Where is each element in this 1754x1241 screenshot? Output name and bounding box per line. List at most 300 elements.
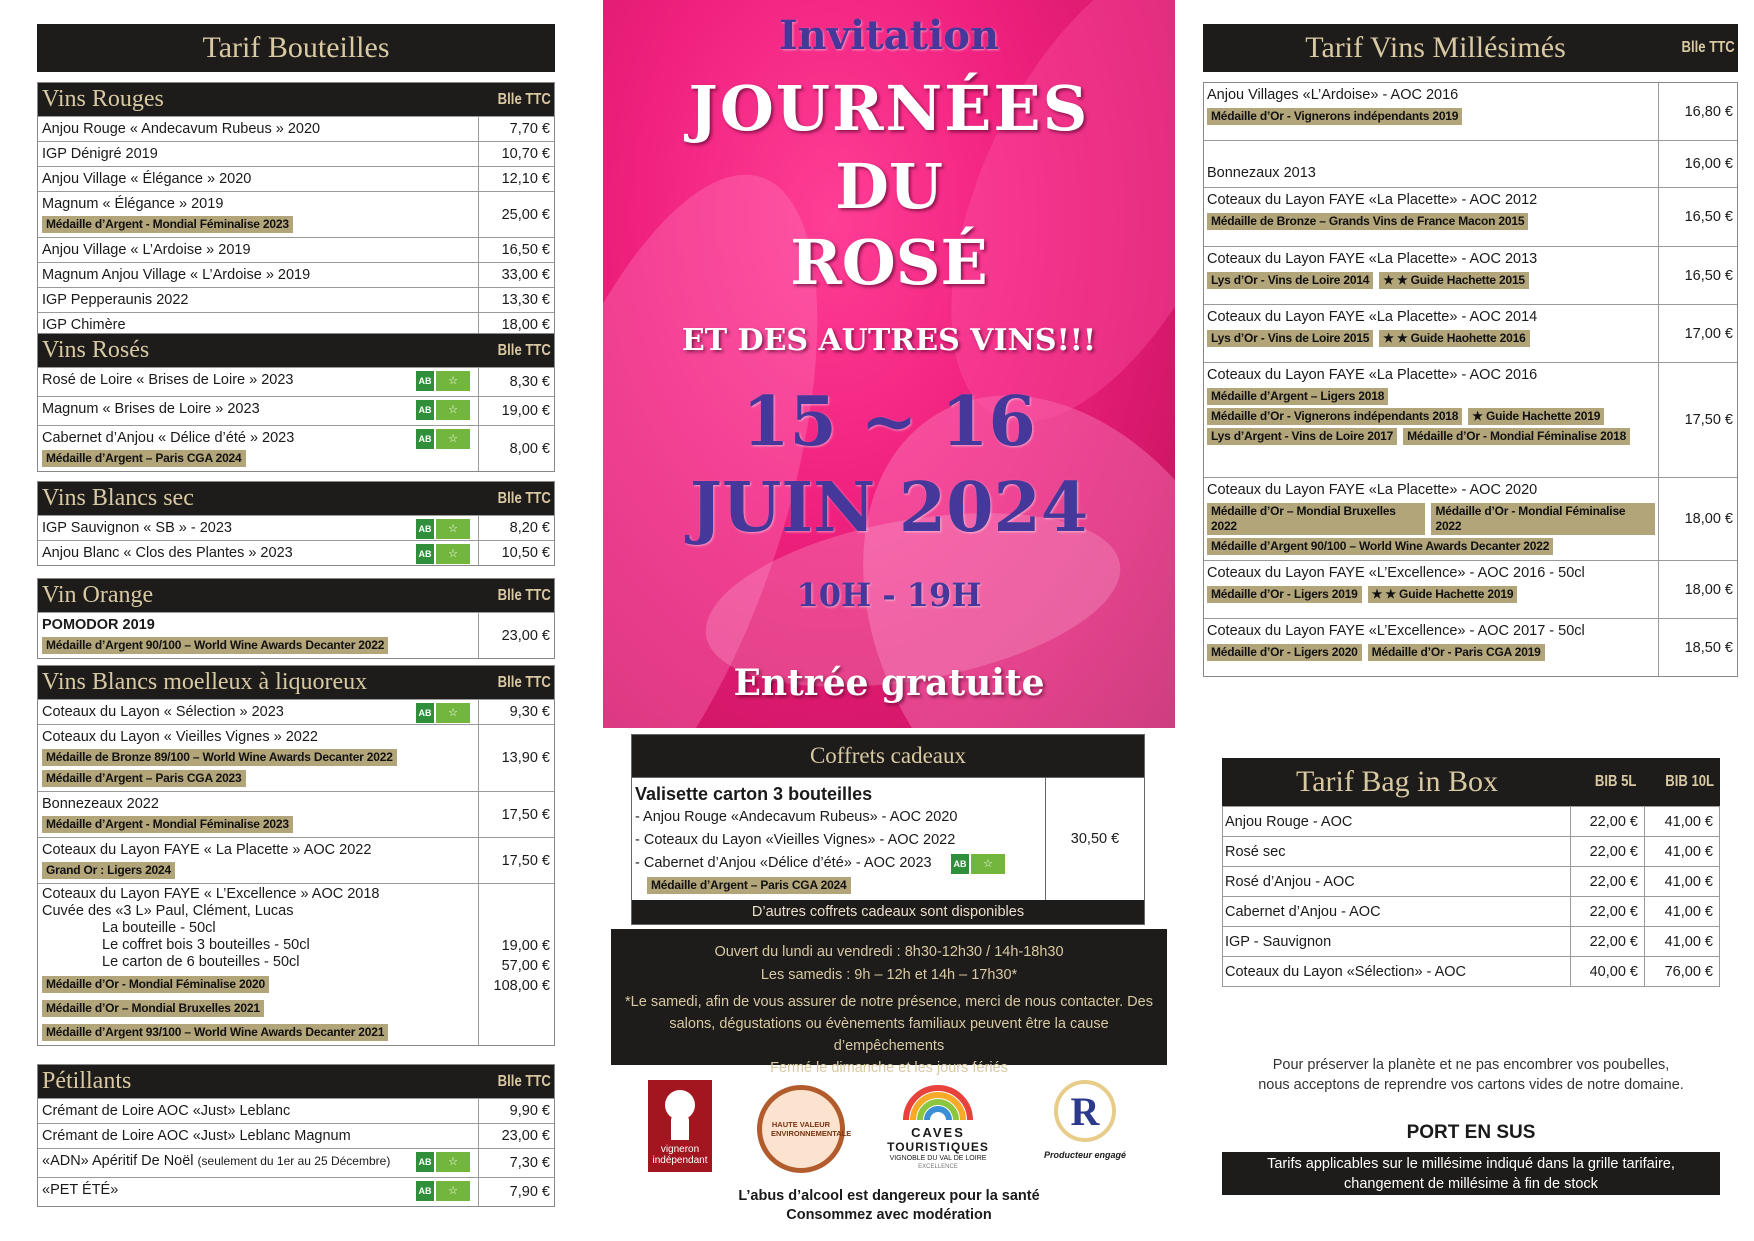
wine-row bbox=[38, 166, 554, 191]
wine-name bbox=[42, 194, 474, 214]
wine-name-cell bbox=[38, 288, 479, 312]
event-month: JUIN 2024 bbox=[689, 468, 1089, 548]
vigneron-independant-logo bbox=[648, 1080, 712, 1172]
bib-col-10l: BIB 10L bbox=[1665, 773, 1715, 790]
wine-name-cell bbox=[38, 368, 479, 396]
wine-price: 8,20 € bbox=[509, 520, 550, 536]
bib-row bbox=[1222, 957, 1720, 987]
bib-table bbox=[1222, 806, 1720, 987]
wine-row bbox=[38, 262, 554, 287]
wine-price: 18,00 € bbox=[501, 317, 550, 333]
wine-name bbox=[42, 543, 474, 563]
planet-line-1: Pour préserver la planète et ne pas encombrer vos poubelles, bbox=[1272, 1057, 1670, 1073]
coffret-title: Valisette carton 3 bouteilles bbox=[635, 784, 873, 804]
wine-row bbox=[38, 837, 554, 883]
wine-name-text: IGP Pepperaunis 2022 bbox=[42, 292, 189, 308]
wine-name bbox=[42, 144, 474, 164]
wine-name-cell bbox=[38, 1099, 479, 1123]
millesime-row bbox=[1204, 304, 1737, 362]
wine-name-text: Coteaux du Layon « Sélection » 2023 bbox=[42, 704, 284, 720]
wine-name-cell bbox=[38, 142, 479, 166]
wine-name-text: Magnum « Brises de Loire » 2023 bbox=[42, 401, 260, 417]
wine-name-text: IGP Dénigré 2019 bbox=[42, 146, 158, 162]
medal-badge: ★ ★ Guide Hachette 2019 bbox=[1368, 586, 1518, 603]
wine-price: 10,70 € bbox=[501, 146, 550, 162]
medal-badge: Grand Or : Ligers 2024 bbox=[42, 862, 175, 879]
section-title: Vins Rosés bbox=[42, 337, 150, 363]
wine-name-text: Cabernet d’Anjou « Délice d’été » 2023 bbox=[42, 430, 295, 446]
ab-bio-icon: AB bbox=[416, 371, 434, 391]
wine-name bbox=[42, 169, 474, 189]
millesime-row bbox=[1204, 83, 1737, 140]
millesime-name-cell bbox=[1204, 188, 1659, 246]
format-line: Le coffret bois 3 bouteilles - 50cl bbox=[102, 937, 310, 953]
wine-name bbox=[42, 290, 474, 310]
wine-row bbox=[38, 791, 554, 837]
millesimes-table bbox=[1203, 82, 1738, 677]
section-header bbox=[38, 579, 554, 612]
millesime-row bbox=[1204, 560, 1737, 618]
wine-name bbox=[42, 119, 474, 139]
bib-price-5l: 40,00 € bbox=[1571, 957, 1645, 986]
bio-logos bbox=[416, 400, 470, 420]
planet-note bbox=[1222, 1055, 1720, 1095]
medal-badge: Médaille d’Or – Mondial Bruxelles 2021 bbox=[42, 1000, 264, 1017]
wine-name-cell bbox=[38, 516, 479, 540]
coffret-content bbox=[632, 778, 1046, 900]
wine-price: 23,00 € bbox=[501, 627, 550, 644]
section-4 bbox=[37, 665, 555, 1046]
section-0 bbox=[37, 82, 555, 338]
bio-logos bbox=[416, 1181, 470, 1201]
medal-line bbox=[1207, 330, 1655, 347]
excellence-prices bbox=[479, 884, 554, 1045]
medal-badge: Médaille d’Argent - Mondial Féminalise 2023 bbox=[42, 816, 293, 833]
wine-price: 7,70 € bbox=[509, 121, 550, 137]
wine-price: 25,00 € bbox=[501, 206, 550, 223]
caves-text-4: EXCELLENCE bbox=[918, 1164, 958, 1170]
wine-name-text: Anjou Rouge « Andecavum Rubeus » 2020 bbox=[42, 121, 321, 137]
medal-badge: Médaille d’Argent 93/100 – World Wine Awards Decanter 2021 bbox=[42, 1024, 388, 1041]
millesime-name: Coteaux du Layon FAYE «L’Excellence» - AOC 2017 - 50cl bbox=[1207, 623, 1585, 639]
format-price: 19,00 € bbox=[501, 938, 550, 954]
bib-name: Rosé d’Anjou - AOC bbox=[1223, 867, 1571, 896]
medal-line bbox=[42, 1022, 474, 1043]
wine-name-text: Coteaux du Layon FAYE « La Placette » AOC 2022 bbox=[42, 842, 372, 858]
millesime-row bbox=[1204, 618, 1737, 676]
wine-price: 9,90 € bbox=[509, 1103, 550, 1119]
medal-badge: ★ ★ Guide Hachette 2015 bbox=[1379, 272, 1529, 289]
coffret-item: - Coteaux du Layon «Vieilles Vignes» - AOC 2022 bbox=[635, 832, 956, 848]
rainbow-icon bbox=[898, 1082, 978, 1120]
vigneron-body-icon bbox=[671, 1116, 689, 1140]
medal-line bbox=[1207, 272, 1655, 289]
wine-row bbox=[38, 1148, 554, 1177]
ab-bio-icon: AB bbox=[416, 429, 434, 449]
wine-row bbox=[38, 396, 554, 425]
millesime-row bbox=[1204, 187, 1737, 246]
bio-logos bbox=[416, 519, 470, 539]
bib-price-10l: 41,00 € bbox=[1664, 813, 1713, 830]
section-title: Vins Blancs sec bbox=[42, 485, 194, 511]
wine-price: 33,00 € bbox=[501, 267, 550, 283]
wine-row bbox=[38, 1098, 554, 1123]
wine-name-cell bbox=[38, 792, 479, 837]
section-2 bbox=[37, 481, 555, 566]
bib-name: Anjou Rouge - AOC bbox=[1223, 807, 1571, 836]
millesimes-header bbox=[1203, 24, 1738, 72]
millesime-price: 17,50 € bbox=[1684, 412, 1733, 428]
bib-name: IGP - Sauvignon bbox=[1223, 927, 1571, 956]
wine-row bbox=[38, 425, 554, 471]
section-col-label: Blle TTC bbox=[497, 673, 551, 691]
medal-badge: Médaille d’Or - Vignerons indépendants 2019 bbox=[1207, 108, 1462, 125]
bib-price-5l: 22,00 € bbox=[1571, 897, 1645, 926]
medal-badge: Médaille d’Argent – Paris CGA 2023 bbox=[42, 770, 246, 787]
wine-name-cell bbox=[38, 263, 479, 287]
bib-row bbox=[1222, 837, 1720, 867]
wine-row bbox=[38, 1177, 554, 1206]
millesime-price: 17,00 € bbox=[1684, 325, 1733, 342]
bib-price-5l: 22,00 € bbox=[1571, 807, 1645, 836]
millesime-price: 18,00 € bbox=[1684, 581, 1733, 598]
medal-line bbox=[42, 998, 474, 1019]
section-1 bbox=[37, 333, 555, 472]
ab-bio-icon: AB bbox=[416, 1181, 434, 1201]
eu-bio-leaf-icon: ☆ bbox=[436, 1152, 470, 1172]
ab-bio-icon: AB bbox=[416, 400, 434, 420]
wine-name bbox=[42, 315, 474, 335]
medal-badge: Médaille d’Or – Mondial Bruxelles 2022 bbox=[1207, 503, 1425, 535]
medal-line bbox=[1207, 586, 1655, 603]
bib-price-5l: 22,00 € bbox=[1571, 867, 1645, 896]
wine-name-cell bbox=[38, 167, 479, 191]
alcohol-warning bbox=[611, 1187, 1167, 1225]
ab-bio-icon: AB bbox=[416, 544, 434, 564]
wine-name-cell bbox=[38, 1178, 479, 1206]
caves-text-3: VIGNOBLE DU VAL DE LOIRE bbox=[889, 1155, 987, 1162]
tarifs-note bbox=[1222, 1152, 1720, 1195]
wine-name-cell bbox=[38, 700, 479, 724]
millesime-name: Coteaux du Layon FAYE «La Placette» - AOC 2012 bbox=[1207, 192, 1538, 208]
wine-name-cell bbox=[38, 238, 479, 262]
section-col-label: Blle TTC bbox=[497, 90, 551, 108]
free-entry: Entrée gratuite bbox=[733, 662, 1045, 704]
title-line-1: JOURNÉES bbox=[688, 72, 1090, 145]
section-header bbox=[38, 1065, 554, 1098]
wine-name-text: «PET ÉTÉ» bbox=[42, 1182, 119, 1198]
medal-badge: Médaille d’Or - Mondial Féminalise 2022 bbox=[1431, 503, 1655, 535]
eu-bio-leaf-icon: ☆ bbox=[436, 371, 470, 391]
caves-text-2: TOURISTIQUES bbox=[887, 1140, 989, 1154]
medal-badge: Lys d’Or - Vins de Loire 2015 bbox=[1207, 330, 1373, 347]
wine-name-text: Magnum « Élégance » 2019 bbox=[42, 196, 224, 212]
eu-bio-leaf-icon: ☆ bbox=[436, 519, 470, 539]
medal-badge: Médaille d’Argent – Paris CGA 2024 bbox=[647, 877, 851, 894]
millesime-name: Coteaux du Layon FAYE «L’Excellence» - AOC 2016 - 50cl bbox=[1207, 565, 1585, 581]
millesime-price: 16,50 € bbox=[1684, 267, 1733, 284]
subtitle: ET DES AUTRES VINS!!! bbox=[681, 323, 1097, 358]
millesime-price: 16,00 € bbox=[1684, 156, 1733, 172]
wine-name bbox=[42, 265, 474, 285]
medal-badge: Médaille d’Or - Paris CGA 2019 bbox=[1368, 644, 1545, 661]
medal-line bbox=[42, 860, 474, 881]
bio-logos bbox=[416, 429, 470, 449]
wine-name-text: «ADN» Apéritif De Noël bbox=[42, 1153, 194, 1169]
wine-name-cell bbox=[38, 1124, 479, 1148]
coffret-item bbox=[635, 852, 1042, 875]
eu-bio-leaf-icon: ☆ bbox=[436, 1181, 470, 1201]
medal-badge: Médaille de Bronze – Grands Vins de France Macon 2015 bbox=[1207, 213, 1528, 230]
tarif-bouteilles-header: Tarif Bouteilles bbox=[37, 24, 555, 72]
wine-name-cell bbox=[38, 613, 479, 658]
wine-price: 12,10 € bbox=[501, 171, 550, 187]
section-title: Vins Blancs moelleux à liquoreux bbox=[42, 669, 368, 695]
coffrets-header: Coffrets cadeaux bbox=[632, 735, 1144, 777]
format-line: La bouteille - 50cl bbox=[102, 920, 216, 936]
wine-price: 17,50 € bbox=[501, 852, 550, 869]
medal-badge: Médaille d’Or - Ligers 2020 bbox=[1207, 644, 1362, 661]
coffrets-footer: D’autres coffrets cadeaux sont disponibles bbox=[632, 900, 1144, 924]
section-col-label: Blle TTC bbox=[497, 586, 551, 604]
millesime-name: Coteaux du Layon FAYE «La Placette» - AOC 2013 bbox=[1207, 251, 1538, 267]
millesime-price: 18,50 € bbox=[1684, 639, 1733, 656]
coffret-item: - Anjou Rouge «Andecavum Rubeus» - AOC 2020 bbox=[635, 809, 958, 825]
medal-line bbox=[1207, 644, 1655, 661]
medal-line bbox=[1207, 503, 1655, 535]
title-line-3: ROSÉ bbox=[790, 226, 988, 299]
medal-line bbox=[42, 635, 474, 656]
eu-bio-leaf-icon: ☆ bbox=[971, 854, 1005, 874]
bib-name: Cabernet d’Anjou - AOC bbox=[1223, 897, 1571, 926]
millesime-name: Coteaux du Layon FAYE «La Placette» - AOC 2014 bbox=[1207, 309, 1538, 325]
medal-line bbox=[1207, 428, 1655, 445]
event-dates: 15 ~ 16 bbox=[742, 382, 1036, 462]
wine-name-text: IGP Sauvignon « SB » - 2023 bbox=[42, 520, 232, 536]
millesime-row bbox=[1204, 477, 1737, 560]
wine-name-cell bbox=[38, 725, 479, 791]
tarifs-note-line-1: Tarifs applicables sur le millésime indiqué dans la grille tarifaire, bbox=[1267, 1156, 1675, 1172]
medal-badge: Médaille d’Argent – Paris CGA 2024 bbox=[42, 450, 246, 467]
vigneron-text: vigneron indépendant bbox=[652, 1144, 708, 1166]
eu-bio-leaf-icon: ☆ bbox=[436, 703, 470, 723]
millesime-name: Coteaux du Layon FAYE «La Placette» - AOC 2016 bbox=[1207, 367, 1538, 383]
wine-row bbox=[38, 540, 554, 565]
medal-badge: Lys d’Or - Vins de Loire 2014 bbox=[1207, 272, 1373, 289]
title-line-2: DU bbox=[835, 150, 943, 223]
millesime-name-cell bbox=[1204, 478, 1659, 560]
millesime-row bbox=[1204, 140, 1737, 187]
bio-logos bbox=[416, 371, 470, 391]
warning-line-1: L’abus d’alcool est dangereux pour la santé bbox=[738, 1188, 1040, 1204]
wine-row bbox=[38, 612, 554, 658]
wine-name bbox=[42, 840, 474, 860]
millesime-row bbox=[1204, 362, 1737, 477]
caves-text-1: CAVES bbox=[911, 1125, 965, 1140]
bib-price-10l: 76,00 € bbox=[1664, 963, 1713, 980]
wine-row-excellence bbox=[38, 883, 554, 1045]
medal-badge: Médaille d’Or - Vignerons indépendants 2018 bbox=[1207, 408, 1462, 425]
medal-badge: Médaille d’Argent 90/100 – World Wine Awards Decanter 2022 bbox=[42, 637, 388, 654]
ab-bio-icon: AB bbox=[951, 854, 969, 874]
format-price: 108,00 € bbox=[493, 978, 550, 994]
wine-price: 8,00 € bbox=[509, 440, 550, 457]
wine-price: 19,00 € bbox=[501, 403, 550, 419]
medal-line bbox=[42, 974, 474, 995]
wine-row bbox=[38, 367, 554, 396]
medal-badge: Médaille d’Argent – Ligers 2018 bbox=[1207, 388, 1388, 405]
bib-price-5l: 22,00 € bbox=[1571, 927, 1645, 956]
hours-weekdays: Ouvert du lundi au vendredi : 8h30-12h30 / 14h-18h30 bbox=[714, 944, 1064, 960]
bib-name: Rosé sec bbox=[1223, 837, 1571, 866]
hve-logo bbox=[757, 1085, 852, 1173]
wine-name: Coteaux du Layon FAYE « L’Excellence » AOC 2018 bbox=[42, 886, 380, 902]
wine-name bbox=[42, 615, 474, 635]
wine-name-text: Rosé de Loire « Brises de Loire » 2023 bbox=[42, 372, 294, 388]
wine-name bbox=[42, 399, 474, 419]
wine-row bbox=[38, 116, 554, 141]
millesime-name-cell bbox=[1204, 561, 1659, 618]
coffret-price: 30,50 € bbox=[1070, 831, 1120, 847]
ab-bio-icon: AB bbox=[416, 703, 434, 723]
bio-logos bbox=[951, 854, 1005, 874]
wine-price: 13,90 € bbox=[501, 750, 550, 766]
bib-price-10l: 41,00 € bbox=[1664, 933, 1713, 950]
millesime-row bbox=[1204, 246, 1737, 304]
wine-name-text: Crémant de Loire AOC «Just» Leblanc bbox=[42, 1103, 291, 1119]
millesime-price: 18,00 € bbox=[1684, 511, 1733, 527]
wine-row bbox=[38, 724, 554, 791]
medal-line bbox=[42, 214, 474, 235]
wine-name-cell bbox=[38, 426, 479, 471]
medal-badge: Médaille de Bronze 89/100 – World Wine Awards Decanter 2022 bbox=[42, 749, 397, 766]
bib-col-5l: BIB 5L bbox=[1594, 773, 1637, 790]
medal-badge: ★ ★ Guide Haohette 2016 bbox=[1379, 330, 1529, 347]
section-col-label: Blle TTC bbox=[497, 489, 551, 507]
bib-price-5l: 22,00 € bbox=[1571, 837, 1645, 866]
hours-saturday: Les samedis : 9h – 12h et 14h – 17h30* bbox=[760, 967, 1018, 983]
hve-text: HAUTE VALEUR ENVIRONNEMENTALE bbox=[771, 1120, 852, 1138]
medal-line bbox=[1207, 538, 1655, 555]
format-price: 57,00 € bbox=[501, 958, 550, 974]
section-3 bbox=[37, 578, 555, 659]
millesime-name: Coteaux du Layon FAYE «La Placette» - AOC 2020 bbox=[1207, 482, 1538, 498]
tarifs-note-line-2: changement de millésime à fin de stock bbox=[1344, 1176, 1598, 1192]
wine-name-cell bbox=[38, 1149, 479, 1177]
millesime-name: Anjou Villages «L’Ardoise» - AOC 2016 bbox=[1207, 87, 1459, 103]
wine-name-text: Anjou Blanc « Clos des Plantes » 2023 bbox=[42, 545, 293, 561]
medal-badge: Médaille d’Or - Mondial Féminalise 2020 bbox=[42, 976, 269, 993]
wine-name bbox=[42, 1151, 474, 1171]
wine-price: 7,90 € bbox=[509, 1184, 550, 1200]
wine-price: 7,30 € bbox=[509, 1155, 550, 1171]
bib-title: Tarif Bag in Box bbox=[1295, 765, 1499, 798]
section-header bbox=[38, 482, 554, 515]
medal-line bbox=[1207, 213, 1655, 230]
bib-row bbox=[1222, 897, 1720, 927]
millesime-name-cell bbox=[1204, 305, 1659, 362]
wine-price: 13,30 € bbox=[501, 292, 550, 308]
wine-name bbox=[42, 702, 474, 722]
wine-cuvee: Cuvée des «3 L» Paul, Clément, Lucas bbox=[42, 903, 294, 919]
hours-closed: Fermé le dimanche et les jours fériés bbox=[770, 1060, 1008, 1076]
caves-touristiques-logo bbox=[878, 1082, 998, 1174]
wine-name bbox=[42, 1126, 474, 1146]
wine-name bbox=[42, 370, 474, 390]
medal-badge: Médaille d’Argent - Mondial Féminalise 2023 bbox=[42, 216, 293, 233]
wine-row bbox=[38, 1123, 554, 1148]
bib-name: Coteaux du Layon «Sélection» - AOC bbox=[1223, 957, 1571, 986]
section-header bbox=[38, 83, 554, 116]
wine-name-text: Anjou Village « L’Ardoise » 2019 bbox=[42, 242, 251, 258]
section-col-label: Blle TTC bbox=[497, 341, 551, 359]
medal-badge: ★ Guide Hachette 2019 bbox=[1468, 408, 1604, 425]
wine-name bbox=[42, 428, 474, 448]
wine-price: 9,30 € bbox=[509, 704, 550, 720]
wine-name-text: Anjou Village « Élégance » 2020 bbox=[42, 171, 252, 187]
producteur-engage-logo bbox=[1040, 1080, 1130, 1172]
wine-row bbox=[38, 699, 554, 724]
wine-price: 16,50 € bbox=[501, 242, 550, 258]
hours-note: *Le samedi, afin de vous assurer de notre présence, merci de nous contacter. Des salons, dégustations ou évènements familiaux peuvent être la cause d’empêchements bbox=[625, 994, 1153, 1054]
wine-note: (seulement du 1er au 25 Décembre) bbox=[197, 1154, 391, 1168]
wine-row bbox=[38, 287, 554, 312]
millesime-price: 16,50 € bbox=[1684, 209, 1733, 225]
wine-name bbox=[42, 1180, 474, 1200]
millesime-name-cell bbox=[1204, 363, 1659, 477]
bib-row bbox=[1222, 927, 1720, 957]
wine-price: 17,50 € bbox=[501, 806, 550, 823]
medal-line bbox=[42, 814, 474, 835]
section-header bbox=[38, 334, 554, 367]
opening-hours bbox=[611, 929, 1167, 1076]
format-line: Le carton de 6 bouteilles - 50cl bbox=[102, 954, 300, 970]
wine-row bbox=[38, 515, 554, 540]
wine-row bbox=[38, 141, 554, 166]
wine-price: 10,50 € bbox=[501, 545, 550, 561]
wine-name-text: Bonnezeaux 2022 bbox=[42, 796, 159, 812]
section-title: Vin Orange bbox=[42, 582, 154, 608]
medal-badge: Médaille d’Or - Ligers 2019 bbox=[1207, 586, 1362, 603]
eu-bio-leaf-icon: ☆ bbox=[436, 400, 470, 420]
medal-badge: Médaille d’Or - Mondial Féminalise 2018 bbox=[1403, 428, 1630, 445]
coffret-item-text: - Cabernet d’Anjou «Délice d’été» - AOC 2023 bbox=[635, 855, 932, 871]
medal-line bbox=[1207, 388, 1655, 405]
millesime-price: 16,80 € bbox=[1684, 103, 1733, 120]
wine-name-text: POMODOR 2019 bbox=[42, 617, 155, 633]
section-title: Pétillants bbox=[42, 1068, 132, 1094]
warning-line-2: Consommez avec modération bbox=[786, 1207, 992, 1223]
ab-bio-icon: AB bbox=[416, 1152, 434, 1172]
medal-line bbox=[1207, 108, 1655, 125]
wine-name-text: Coteaux du Layon « Vieilles Vignes » 2022 bbox=[42, 729, 318, 745]
wine-name-text: IGP Chimère bbox=[42, 317, 126, 333]
section-col-label: Blle TTC bbox=[497, 1072, 551, 1090]
millesime-name-cell bbox=[1204, 83, 1659, 140]
bio-logos bbox=[416, 1152, 470, 1172]
eu-bio-leaf-icon: ☆ bbox=[436, 544, 470, 564]
medal-line bbox=[42, 747, 474, 768]
bib-price-10l: 41,00 € bbox=[1664, 843, 1713, 860]
producteur-text: Producteur engagé bbox=[1043, 1150, 1126, 1160]
bio-logos bbox=[416, 703, 470, 723]
wine-name bbox=[42, 1101, 474, 1121]
planet-line-2: nous acceptons de reprendre vos cartons vides de notre domaine. bbox=[1258, 1077, 1684, 1093]
wine-name-text: Crémant de Loire AOC «Just» Leblanc Magnum bbox=[42, 1128, 351, 1144]
r-monogram-icon: R bbox=[1054, 1080, 1116, 1142]
section-title: Vins Rouges bbox=[42, 86, 164, 112]
wine-name bbox=[42, 727, 474, 747]
